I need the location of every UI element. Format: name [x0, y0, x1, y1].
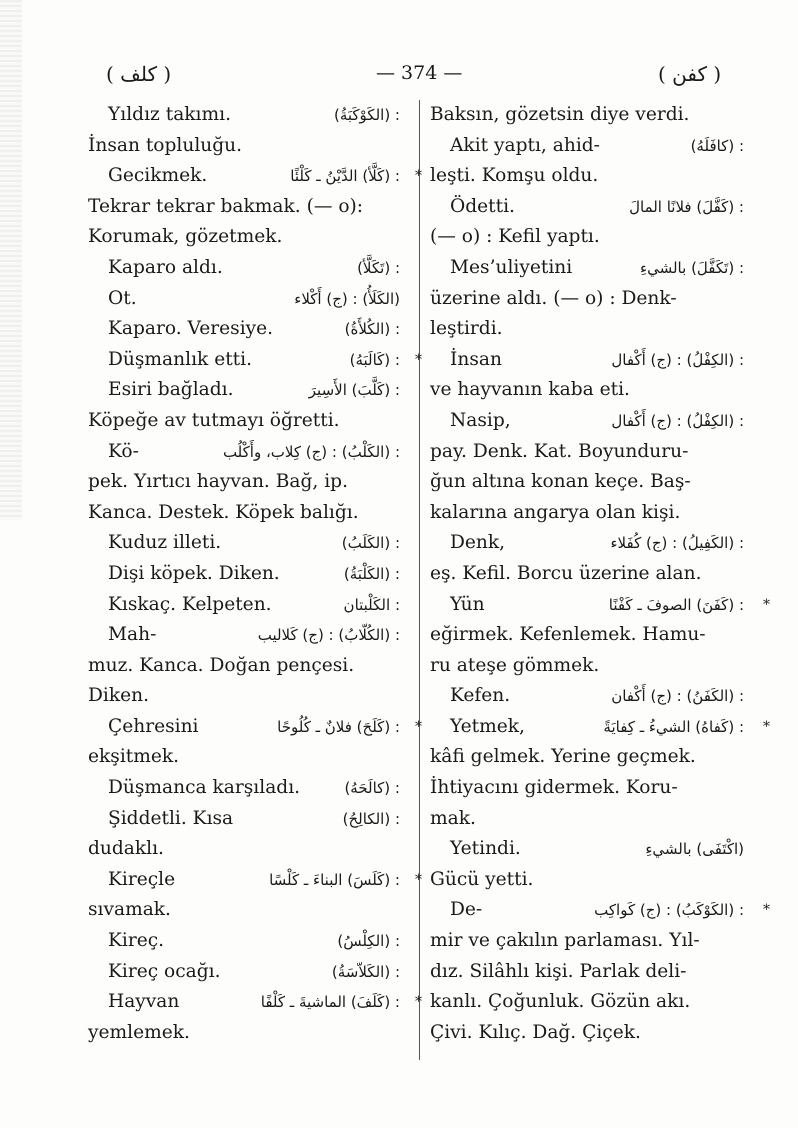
entry-text: Diken. — [88, 685, 150, 707]
entry-line — [88, 957, 406, 988]
arabic-headword: : (الكُلّابُ) : (ج) كَلاليب — [257, 626, 400, 645]
entry-line — [88, 742, 406, 773]
entry-line — [88, 559, 406, 590]
entry-text: Yün — [450, 593, 485, 615]
right-column — [430, 100, 770, 1048]
root-asterisk: * — [763, 718, 770, 735]
entry-line — [430, 222, 750, 253]
entry-line — [88, 1018, 406, 1049]
entry-line — [88, 895, 406, 926]
entry-line — [430, 651, 750, 682]
entry-text: Şiddetli. Kısa — [108, 807, 234, 829]
arabic-headword: : (تَكَفَّلَ) بالشيءِ — [640, 258, 744, 277]
entry-text: Ödetti. — [450, 195, 515, 217]
entry-text: ekşitmek. — [88, 746, 180, 768]
entry-line — [430, 926, 750, 957]
entry-text: ru ateşe gömmek. — [430, 654, 600, 676]
entry-line — [88, 804, 406, 835]
entry-text: Yetindi. — [450, 838, 521, 860]
entry-line — [430, 773, 750, 804]
entry-text: Çehresini — [108, 715, 199, 737]
entry-text: Kanca. Destek. Köpek balığı. — [88, 501, 359, 523]
arabic-headword: : (كالَحَهُ) — [344, 779, 400, 798]
arabic-headword: : (كَلَّبَ) الأَسِيرَ — [308, 381, 400, 400]
entry-text: eş. Kefil. Borcu üzerine alan. — [430, 562, 702, 584]
arabic-headword: : (الكَفَنُ) : (ج) أَكْفان — [611, 687, 744, 706]
entry-line — [88, 161, 422, 192]
entry-line — [430, 620, 750, 651]
entry-line — [88, 345, 422, 376]
entry-line — [88, 651, 406, 682]
entry-line — [430, 590, 770, 621]
entry-text: İhtiyacını gidermek. Koru- — [430, 777, 678, 799]
root-asterisk: * — [763, 596, 770, 613]
entry-line — [430, 131, 750, 162]
entry-line — [88, 131, 406, 162]
entry-line — [88, 773, 406, 804]
entry-text: Düşmanlık etti. — [108, 348, 252, 370]
entry-line — [430, 804, 750, 835]
entry-line — [88, 375, 406, 406]
entry-line — [430, 100, 750, 131]
entry-line — [430, 987, 750, 1018]
entry-line — [88, 498, 406, 529]
entry-text: İnsan — [450, 348, 502, 370]
entry-text: ve hayvanın kaba eti. — [430, 379, 630, 401]
entry-line — [88, 590, 406, 621]
entry-text: muz. Kanca. Doğan pençesi. — [88, 654, 355, 676]
entry-line — [430, 284, 750, 315]
entry-text: Kıskaç. Kelpeten. — [108, 593, 272, 615]
arabic-headword: : (كَفاهُ) الشيءُ ـ كِفايَةً — [603, 717, 744, 736]
entry-line — [430, 1018, 750, 1049]
arabic-headword: : (كَلَحَ) فلانٌ ـ كُلُوحًا — [277, 717, 400, 736]
entry-text: Yıldız takımı. — [108, 104, 231, 125]
entry-line — [88, 865, 422, 896]
arabic-headword: : (الكَوْكَبَةُ) — [333, 106, 400, 124]
arabic-headword: : (الكَلْبَةُ) — [343, 564, 400, 583]
entry-line — [430, 192, 750, 223]
entry-line — [88, 314, 406, 345]
root-asterisk: * — [415, 351, 422, 368]
arabic-headword: : (تَكَلَّأ) — [357, 258, 400, 277]
entry-line — [430, 528, 750, 559]
root-asterisk: * — [415, 168, 422, 185]
entry-line — [88, 284, 406, 315]
arabic-headword: : (الكُلأَةُ) — [344, 320, 400, 339]
arabic-headword: : (كَالَبَهُ) — [349, 350, 400, 369]
entry-text: leşti. Komşu oldu. — [430, 165, 599, 187]
arabic-headword: : (كَفَّلَ) فلانًا المالَ — [629, 197, 744, 216]
entry-text: Kö- — [108, 440, 139, 462]
entry-line — [430, 865, 750, 896]
arabic-headword: : (الكِفْلُ) : (ج) أَكْفال — [611, 350, 744, 369]
entry-line — [88, 467, 406, 498]
entry-text: pay. Denk. Kat. Boyunduru- — [430, 440, 689, 462]
entry-text: Mah- — [108, 624, 157, 646]
arabic-headword: : (الكَلاّسَةُ) — [331, 962, 400, 981]
entry-text: İnsan topluluğu. — [88, 134, 243, 156]
arabic-headword: : (كَلَّأ) الدَّيْنُ ـ كَلْئًا — [290, 167, 400, 186]
arabic-headword: (الكَلَأُ) : (ج) أَكْلاء — [294, 289, 400, 308]
entry-text: dız. Silâhlı kişi. Parlak deli- — [430, 960, 687, 982]
entry-text: Kuduz illeti. — [108, 532, 222, 554]
entry-text: Hayvan — [108, 991, 180, 1013]
arabic-headword: : (كَلَسَ) البناءَ ـ كَلْسًا — [269, 870, 400, 889]
entry-text: Köpeğe av tutmayı öğretti. — [88, 409, 340, 431]
entry-text: mir ve çakılın parlaması. Yıl- — [430, 930, 700, 952]
entry-line — [430, 161, 750, 192]
entry-text: Gücü yetti. — [430, 868, 534, 890]
entry-line — [430, 681, 750, 712]
entry-text: Esiri bağladı. — [108, 379, 234, 401]
entry-text: Kireç. — [108, 930, 165, 952]
entry-text: Yetmek, — [450, 715, 525, 737]
entry-line — [430, 712, 770, 743]
entry-text: Tekrar tekrar bakmak. (— o): — [88, 195, 364, 217]
entry-line — [430, 559, 750, 590]
entry-line — [430, 957, 750, 988]
entry-text: kanlı. Çoğunluk. Gözün akı. — [430, 991, 691, 1013]
entry-line — [430, 253, 750, 284]
entry-text: Nasip, — [450, 409, 511, 431]
arabic-headword: : (الكَوْكَبُ) : (ج) كَواكِب — [594, 901, 744, 920]
entry-text: Düşmanca karşıladı. — [108, 777, 301, 799]
left-column — [88, 100, 422, 1048]
arabic-headword: : (كَلَفَ) الماشيةَ ـ كَلْفًا — [260, 993, 400, 1012]
arabic-headword: : (الكالِحُ) — [342, 809, 400, 828]
entry-line — [430, 314, 750, 345]
entry-text: Kireç ocağı. — [108, 960, 221, 982]
entry-text: Mes’uliyetini — [450, 256, 573, 278]
page-number: — 374 — — [376, 62, 463, 84]
entry-line — [88, 834, 406, 865]
root-asterisk: * — [763, 902, 770, 919]
arabic-headword: : (الكَفِيلُ) : (ج) كُفَلاء — [610, 534, 744, 553]
entry-line — [430, 834, 750, 865]
entry-line — [430, 498, 750, 529]
entry-line — [88, 406, 406, 437]
entry-line — [430, 467, 750, 498]
entry-text: leştirdi. — [430, 318, 503, 340]
entry-text: mak. — [430, 807, 476, 829]
entry-text: Ot. — [108, 287, 137, 309]
arabic-headword: : (الكِفْلُ) : (ج) أَكْفال — [611, 411, 744, 430]
arabic-headword: : (كافَلَهُ) — [690, 136, 744, 155]
entry-line — [88, 987, 422, 1018]
entry-text: Kefen. — [450, 685, 511, 707]
entry-line — [88, 926, 406, 957]
entry-line — [88, 437, 406, 468]
entry-line — [430, 437, 750, 468]
entry-text: pek. Yırtıcı hayvan. Bağ, ip. — [88, 471, 348, 493]
entry-text: kâfi gelmek. Yerine geçmek. — [430, 746, 696, 768]
entry-text: yemlemek. — [88, 1021, 190, 1043]
entry-text: De- — [450, 899, 483, 921]
header-left-guide-word: ( كلف ) — [106, 62, 172, 86]
entry-text: (— o) : Kefil yaptı. — [430, 226, 600, 248]
entry-text: Baksın, gözetsin diye verdi. — [430, 104, 690, 125]
root-asterisk: * — [415, 994, 422, 1011]
entry-line — [430, 742, 750, 773]
entry-text: Denk, — [450, 532, 506, 554]
entry-line — [430, 895, 770, 926]
entry-line — [88, 253, 406, 284]
entry-text: ğun altına konan keçe. Baş- — [430, 471, 691, 493]
header-right-guide-word: ( كفن ) — [658, 62, 722, 86]
entry-line — [88, 681, 406, 712]
entry-text: Akit yaptı, ahid- — [450, 134, 600, 156]
entry-text: kalarına angarya olan kişi. — [430, 501, 681, 523]
entry-text: Çivi. Kılıç. Dağ. Çiçek. — [430, 1021, 641, 1043]
entry-text: Dişi köpek. Diken. — [108, 562, 280, 584]
entry-line — [88, 100, 406, 131]
entry-text: eğirmek. Kefenlemek. Hamu- — [430, 624, 706, 646]
entry-text: Gecikmek. — [108, 165, 208, 187]
entry-text: Korumak, gözetmek. — [88, 226, 283, 248]
entry-line — [88, 222, 406, 253]
root-asterisk: * — [415, 718, 422, 735]
entry-line — [88, 712, 422, 743]
entry-text: üzerine aldı. (— o) : Denk- — [430, 287, 677, 309]
entry-line — [430, 406, 750, 437]
entry-line — [88, 620, 406, 651]
arabic-headword: (اكْتَفَى) بالشيءِ — [645, 840, 744, 859]
arabic-headword: : (الكِلْسُ) — [337, 932, 400, 951]
entry-text: Kireçle — [108, 868, 176, 890]
arabic-headword: : (الكَلْبُ) : (ج) كِلاب، وأَكْلُب — [222, 442, 400, 461]
entry-text: sıvamak. — [88, 899, 171, 921]
arabic-headword: : الكَلْبتان — [343, 595, 400, 614]
page-header — [0, 62, 798, 92]
entry-text: Kaparo aldı. — [108, 256, 223, 278]
arabic-headword: : (كَفَنَ) الصوفَ ـ كَفْنًا — [608, 595, 744, 614]
root-asterisk: * — [415, 871, 422, 888]
entry-line — [430, 375, 750, 406]
entry-line — [430, 345, 750, 376]
entry-line — [88, 192, 406, 223]
entry-text: Kaparo. Veresiye. — [108, 318, 274, 340]
entry-line — [88, 528, 406, 559]
arabic-headword: : (الكَلَبُ) — [341, 534, 400, 553]
column-divider — [419, 100, 420, 1060]
entry-text: dudaklı. — [88, 838, 164, 860]
